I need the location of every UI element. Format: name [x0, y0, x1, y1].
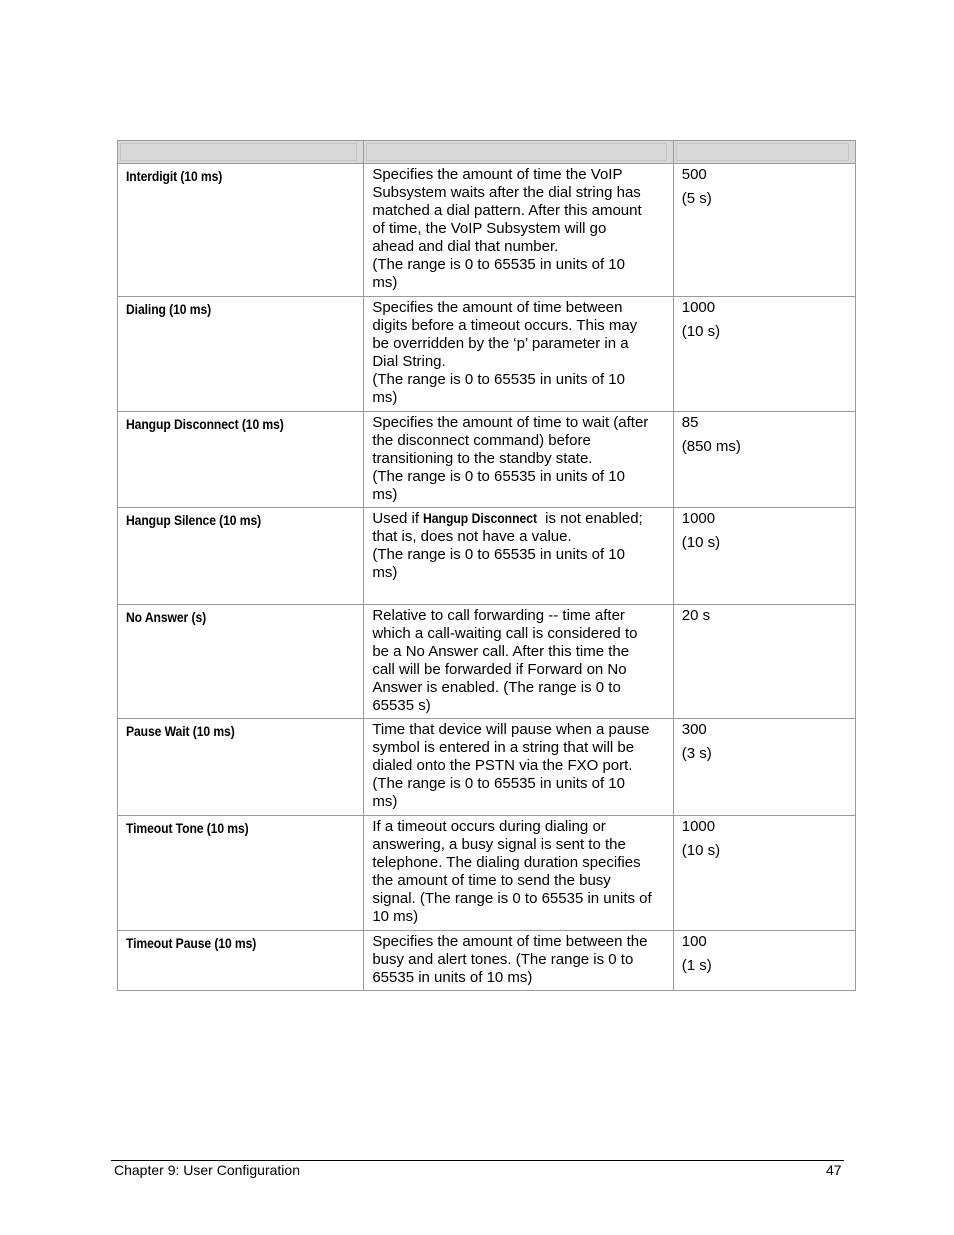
description-line: the amount of time to send the busy [372, 872, 611, 889]
default-value: 1000 [681, 299, 716, 316]
description-line: (The range is 0 to 65535 in units of 10 [372, 775, 625, 792]
description-line: transitioning to the standby state. [372, 450, 593, 467]
description-suffix: is not enabled; [545, 510, 643, 527]
description-line: 65535 in units of 10 ms) [372, 969, 533, 986]
parameter-name: Timeout Tone (10 ms) [126, 821, 249, 836]
description-line: ms) [372, 564, 398, 581]
description-line: be overridden by the ‘p’ parameter in a [372, 335, 629, 352]
parameter-name-cell [118, 164, 364, 297]
parameter-name: Dialing (10 ms) [126, 302, 212, 317]
description-line: Subsystem waits after the dial string has [372, 184, 641, 201]
description-line: the disconnect command) before [372, 432, 591, 449]
default-value: 85 [681, 414, 699, 431]
description-line: Dial String. [372, 353, 446, 370]
description-cell [364, 719, 673, 816]
parameter-name: No Answer (s) [126, 610, 207, 625]
description-line: Time that device will pause when a pause [372, 721, 650, 738]
description-cell [364, 931, 673, 991]
description-cell [364, 508, 673, 605]
table-row [118, 508, 856, 605]
parameter-name: Interdigit (10 ms) [126, 169, 223, 184]
description-line: that is, does not have a value. [372, 528, 572, 545]
description-line: (The range is 0 to 65535 in units of 10 [372, 256, 625, 273]
parameter-table [117, 140, 856, 991]
default-value-cell [673, 164, 855, 297]
description-line: Specifies the amount of time to wait (after [372, 414, 649, 431]
description-line: Relative to call forwarding -- time after [372, 607, 625, 624]
description-cell [364, 605, 673, 719]
default-value-converted: (10 s) [681, 842, 721, 859]
description-line: ahead and dial that number. [372, 238, 559, 255]
description-line: dialed onto the PSTN via the FXO port. [372, 757, 633, 774]
description-prefix: Used if [372, 510, 420, 527]
description-cell [364, 816, 673, 931]
description-line: matched a dial pattern. After this amount [372, 202, 642, 219]
description-line [372, 510, 668, 528]
description-line: Specifies the amount of time the VoIP [372, 166, 623, 183]
parameter-name: Hangup Disconnect (10 ms) [126, 417, 284, 432]
default-value: 1000 [681, 510, 716, 527]
default-value-cell [673, 605, 855, 719]
description-cell [364, 297, 673, 412]
description-line: 10 ms) [372, 908, 419, 925]
description-line: call will be forwarded if Forward on No [372, 661, 627, 678]
description-line: Specifies the amount of time between [372, 299, 623, 316]
description-line: (The range is 0 to 65535 in units of 10 [372, 371, 625, 388]
parameter-name: Pause Wait (10 ms) [126, 724, 235, 739]
description-line: Answer is enabled. (The range is 0 to [372, 679, 621, 696]
description-line: signal. (The range is 0 to 65535 in units of [372, 890, 652, 907]
description-line: digits before a timeout occurs. This may [372, 317, 638, 334]
parameter-name-cell [118, 719, 364, 816]
parameter-name-cell [118, 931, 364, 991]
header-cell-default [673, 141, 855, 164]
table-row [118, 719, 856, 816]
default-value-converted: (10 s) [681, 323, 721, 340]
default-value: 20 s [681, 607, 711, 624]
parameter-name: Timeout Pause (10 ms) [126, 936, 257, 951]
default-value: 500 [681, 166, 707, 183]
table-body [118, 164, 856, 991]
description-cell [364, 412, 673, 508]
description-line: ms) [372, 486, 398, 503]
table-row [118, 605, 856, 719]
description-line: (The range is 0 to 65535 in units of 10 [372, 468, 625, 485]
description-cell [364, 164, 673, 297]
table-row [118, 297, 856, 412]
description-line: If a timeout occurs during dialing or [372, 818, 606, 835]
header-cell-parameter [118, 141, 364, 164]
description-line: ms) [372, 793, 398, 810]
default-value-converted: (3 s) [681, 745, 712, 762]
description-line: Specifies the amount of time between the [372, 933, 648, 950]
description-line: ms) [372, 389, 398, 406]
parameter-name-cell [118, 508, 364, 605]
default-value-cell [673, 412, 855, 508]
description-line: (The range is 0 to 65535 in units of 10 [372, 546, 625, 563]
description-line: busy and alert tones. (The range is 0 to [372, 951, 634, 968]
default-value-converted: (5 s) [681, 190, 712, 207]
description-line: telephone. The dialing duration specifies [372, 854, 641, 871]
default-value-converted: (850 ms) [681, 438, 741, 455]
description-line: answering, a busy signal is sent to the [372, 836, 626, 853]
parameter-name-cell [118, 297, 364, 412]
default-value-cell [673, 931, 855, 991]
footer-divider [111, 1160, 844, 1161]
description-line: of time, the VoIP Subsystem will go [372, 220, 607, 237]
description-line: 65535 s) [372, 697, 431, 714]
parameter-name-cell [118, 816, 364, 931]
default-value: 1000 [681, 818, 716, 835]
table-row [118, 931, 856, 991]
parameter-name: Hangup Silence (10 ms) [126, 513, 262, 528]
description-line [372, 582, 668, 600]
default-value-converted: (10 s) [681, 534, 721, 551]
parameter-name-cell [118, 412, 364, 508]
description-line: which a call-waiting call is considered to [372, 625, 638, 642]
description-bold-term: Hangup Disconnect [423, 511, 538, 526]
default-value-cell [673, 816, 855, 931]
parameter-name-cell [118, 605, 364, 719]
description-line: be a No Answer call. After this time the [372, 643, 630, 660]
table-row [118, 412, 856, 508]
table-row [118, 164, 856, 297]
description-line: ms) [372, 274, 398, 291]
default-value: 100 [681, 933, 707, 950]
description-line: symbol is entered in a string that will be [372, 739, 635, 756]
default-value-converted: (1 s) [681, 957, 712, 974]
default-value-cell [673, 297, 855, 412]
page-number: 47 [826, 1162, 842, 1178]
footer-chapter: Chapter 9: User Configuration [114, 1162, 300, 1178]
default-value-cell [673, 719, 855, 816]
table-header-row [118, 141, 856, 164]
header-cell-description [364, 141, 673, 164]
default-value-cell [673, 508, 855, 605]
default-value: 300 [681, 721, 707, 738]
table-row [118, 816, 856, 931]
